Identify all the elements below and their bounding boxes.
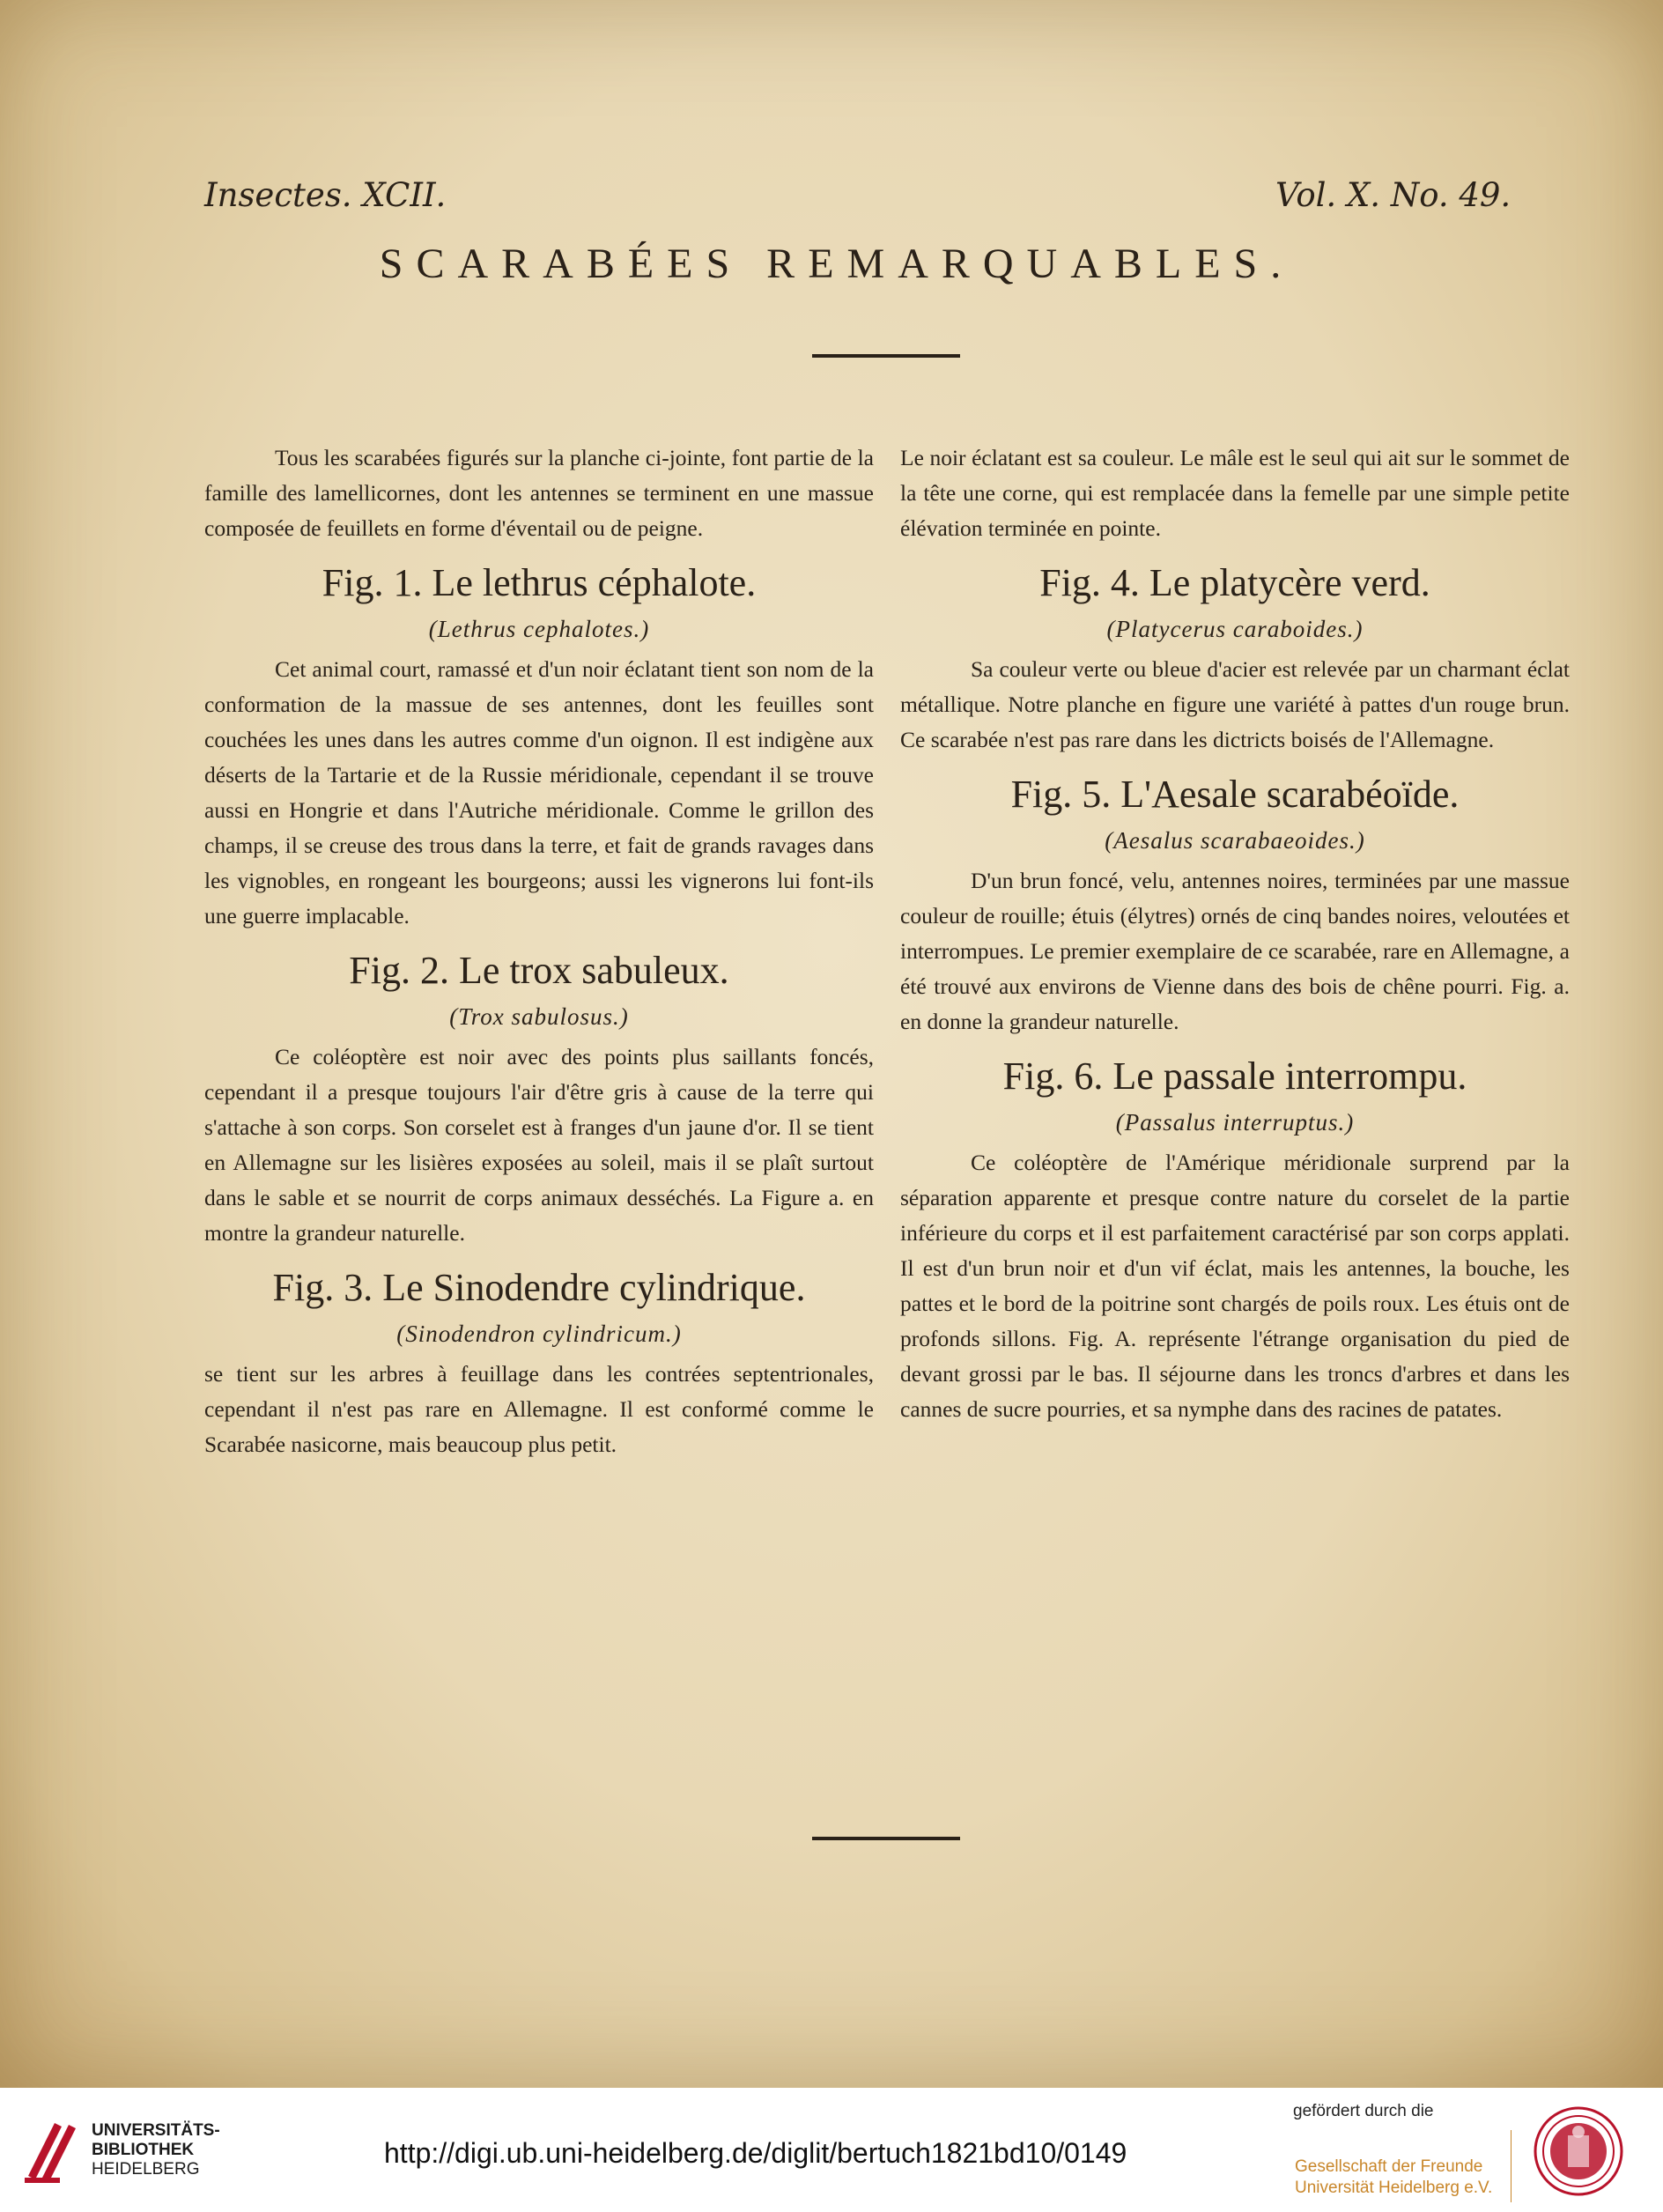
fig1-latin-name: (Lethrus cephalotes.) <box>428 616 650 642</box>
fig3-latin-name: (Sinodendron cylindricum.) <box>396 1321 682 1347</box>
fig6-text: Ce coléoptère de l'Amérique méridionale surprend par la séparation apparente et presque contre nature du corselet de la partie inférieure du corps et il est parfaitement caractérisé par son corps applati. Il est d'un brun noir et d'un vif éclat, mais les antennes, la bouche, les pattes et le bord de la poitrine sont chargés de poils roux. Les étuis ont de profonds sillons. Fig. A. représente l'étrange organisation du pied de devant grossi par le bas. Il séjourne dans les troncs d'arbres et dans les cannes de sucre pourries, et sa nymphe dans des racines de patates. <box>900 1150 1570 1422</box>
library-name-line: UNIVERSITÄTS- <box>92 2121 220 2140</box>
fig6-heading: Fig. 6. Le passale interrompu. <box>1002 1054 1467 1098</box>
left-column <box>204 440 874 1462</box>
fig5-text: D'un brun foncé, velu, antennes noires, terminées par une massue couleur de rouille; étuis (élytres) ornés de cinq bandes noires, veloutées et interrompues. Le premier exemplaire de ce scarabée, rare en Allemagne, a été trouvé aux environs de Vienne dans des bois de chêne pourri. Fig. a. en donne la grandeur naturelle. <box>900 868 1570 1034</box>
title-divider <box>812 354 960 358</box>
continued-paragraph: Le noir éclatant est sa couleur. Le mâle est le seul qui ait sur le sommet de la tête une corne, qui est remplacée dans la femelle par une simple petite élévation terminée en pointe. <box>900 445 1570 541</box>
section-header: Insectes. XCII. <box>204 176 447 214</box>
sponsor-name <box>1295 2157 1492 2199</box>
library-name-line: HEIDELBERG <box>92 2160 200 2179</box>
fig2-latin-name: (Trox sabulosus.) <box>449 1003 629 1030</box>
sponsor-label: gefördert durch die <box>1293 2102 1434 2120</box>
fig5-heading: Fig. 5. L'Aesale scarabéoïde. <box>1010 773 1460 816</box>
fig6-latin-name: (Passalus interruptus.) <box>1115 1109 1355 1136</box>
fig4-latin-name: (Platycerus caraboides.) <box>1106 616 1364 642</box>
fig4-text: Sa couleur verte ou bleue d'acier est relevée par un charmant éclat métallique. Notre planche en figure une variété à pattes d'un rouge brun. Ce scarabée n'est pas rare dans les dictricts boisés de l'Allemagne. <box>900 656 1570 752</box>
fig3-text: se tient sur les arbres à feuillage dans les contrées septentrionales, cependant il n'est pas rare en Allemagne. Il est conformé comme le Scarabée nasicorne, mais beaucoup plus petit. <box>204 1361 874 1457</box>
page-title: SCARABÉES REMARQUABLES. <box>379 240 1295 287</box>
right-column <box>900 440 1570 1427</box>
university-seal-icon <box>1533 2105 1624 2197</box>
fig3-heading: Fig. 3. Le Sinodendre cylindrique. <box>272 1266 806 1309</box>
library-name <box>92 2121 220 2179</box>
sponsor-name-line: Gesellschaft der Freunde <box>1295 2157 1483 2176</box>
fig5-latin-name: (Aesalus scarabaeoides.) <box>1105 827 1365 854</box>
fig2-heading: Fig. 2. Le trox sabuleux. <box>349 949 729 992</box>
library-name-line: BIBLIOTHEK <box>92 2141 195 2159</box>
permalink-url[interactable]: http://digi.ub.uni-heidelberg.de/diglit/bertuch1821bd10/0149 <box>384 2137 1127 2169</box>
fig4-heading: Fig. 4. Le platycère verd. <box>1039 561 1430 604</box>
fig1-text: Cet animal court, ramassé et d'un noir éclatant tient son nom de la conformation de la massue de ses antennes, dont les feuilles sont couchées les unes dans les autres comme d'un oignon. Il est indigène aux déserts de la Tartarie et de la Russie méridionale, cependant il se trouve aussi en Hongrie et dans l'Autriche méridionale. Comme le grillon des champs, il se creuse des trous dans la terre, et fait de grands ravages dans les vignobles, en rongeant les bourgeons; aussi les vignerons lui font-ils une guerre implacable. <box>204 656 874 928</box>
footer-bar <box>0 2088 1663 2212</box>
fig1-heading: Fig. 1. Le lethrus céphalote. <box>322 561 757 604</box>
volume-number: Vol. X. No. 49. <box>1275 176 1511 214</box>
sponsor-name-line: Universität Heidelberg e.V. <box>1295 2179 1493 2197</box>
fig2-text: Ce coléoptère est noir avec des points plus saillants foncés, cependant il a presque toujours l'air d'être gris à cause de la terre qui s'attache à son corps. Son corselet est à franges d'un jaune d'or. Il se tient en Allemagne sur les lisières exposées au soleil, mais il se plaît surtout dans le sable et se nourrit de corps animaux desséchés. La Figure a. en montre la grandeur naturelle. <box>204 1044 874 1246</box>
end-divider <box>812 1837 960 1840</box>
intro-paragraph: Tous les scarabées figurés sur la planche ci-jointe, font partie de la famille des lamellicornes, dont les antennes se terminent en une massue composée de feuillets en forme d'éventail ou de peigne. <box>204 445 874 541</box>
ub-logo-icon <box>19 2114 83 2185</box>
